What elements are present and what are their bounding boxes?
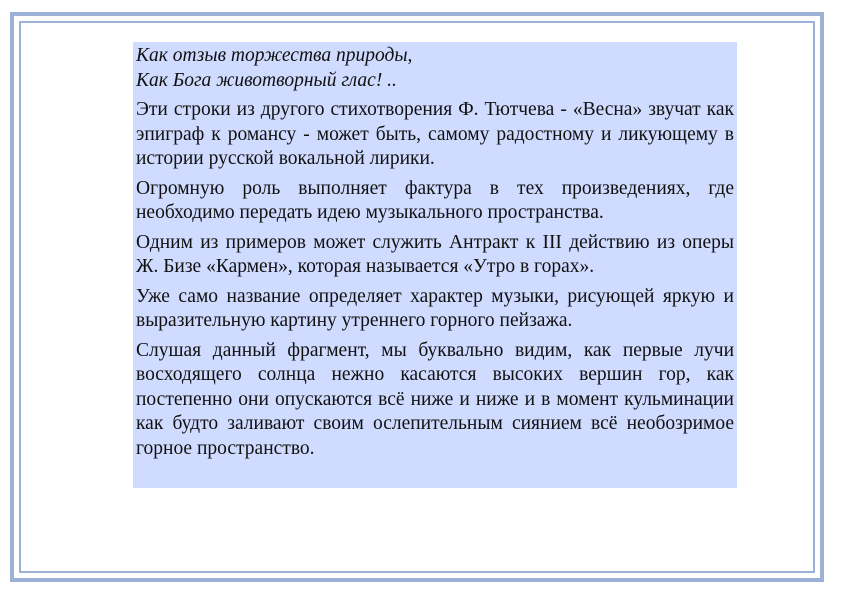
epigraph [136, 44, 734, 93]
epigraph-line-1: Как отзыв торжества природы, [136, 45, 413, 66]
paragraph-1: Эти строки из другого стихотворения Ф. Тютчева - «Весна» звучат как эпиграф к романсу - может быть, самому радостному и ликующему в истории русской вокальной лирики. [136, 99, 734, 169]
text-block [133, 42, 737, 488]
paragraph-2: Огромную роль выполняет фактура в тех произведениях, где необходимо передать идею музыкального пространства. [136, 177, 734, 223]
paragraph-5: Слушая данный фрагмент, мы буквально видим, как первые лучи восходящего солнца нежно касаются высоких вершин гор, как постепенно они опускаются всё ниже и ниже и в момент кульминации как будто заливают своим ослепительным сиянием всё необозримое горное пространство. [136, 339, 734, 459]
paragraph-3: Одним из примеров может служить Антракт к III действию из оперы Ж. Бизе «Кармен», которая называется «Утро в горах». [136, 231, 734, 277]
epigraph-line-2: Как Бога животворный глас! .. [136, 69, 397, 91]
paragraph-4: Уже само название определяет характер музыки, рисующей яркую и выразительную картину утреннего горного пейзажа. [136, 285, 734, 331]
